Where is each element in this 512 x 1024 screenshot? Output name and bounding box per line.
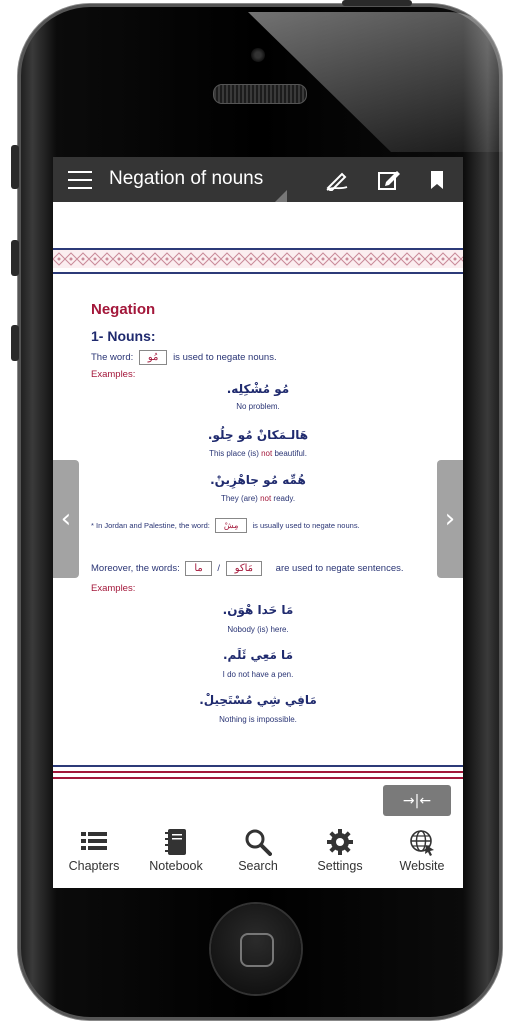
- volume-down-button: [11, 325, 19, 361]
- app-screen: [53, 157, 463, 888]
- tab-label: Chapters: [68, 859, 120, 873]
- tab-chapters[interactable]: [53, 818, 135, 888]
- pen-icon[interactable]: [325, 169, 349, 191]
- example2-translation-1: Nobody (is) here.: [227, 625, 289, 634]
- moreover-line: Moreover, the words: ما / مَاكو are used to negate sentences.: [91, 563, 404, 574]
- decorative-border-top: [53, 248, 463, 274]
- phone-glare: [248, 12, 508, 152]
- example-translation-2: This place (is) not beautiful.: [209, 449, 307, 458]
- volume-up-button: [11, 240, 19, 276]
- example2-translation-3: Nothing is impossible.: [219, 715, 297, 724]
- tab-label: Settings: [317, 859, 363, 873]
- gear-icon: [326, 828, 354, 856]
- front-camera: [251, 48, 265, 62]
- app-bar: [53, 157, 463, 202]
- tab-label: Search: [238, 859, 278, 873]
- tab-notebook[interactable]: [135, 818, 217, 888]
- previous-page-button[interactable]: [53, 460, 79, 578]
- word-box: مُو: [139, 350, 168, 365]
- lesson-page: [53, 202, 463, 785]
- notebook-icon: [162, 828, 190, 856]
- globe-icon: [408, 828, 436, 856]
- next-page-button[interactable]: [437, 460, 463, 578]
- example2-arabic-2: مَا مَعِي ئَلَم.: [222, 648, 293, 662]
- collapse-arrows-icon: →|←: [402, 792, 432, 809]
- list-icon: [80, 828, 108, 856]
- example-arabic-2: هَالـمَكانْ مُو حِلُو.: [207, 428, 309, 442]
- decorative-border-bottom: [53, 765, 463, 783]
- example2-arabic-3: مَافِي شِي مُسْتَحِيلْ.: [199, 693, 317, 707]
- regional-note: * In Jordan and Palestine, the word: مِشْ is usually used to negate nouns.: [91, 518, 360, 533]
- example-arabic-3: هُمِّه مُو جاهْزِينْ.: [210, 473, 306, 487]
- power-button: [342, 0, 412, 6]
- earpiece-speaker: [213, 84, 307, 104]
- fit-width-button[interactable]: [383, 785, 451, 816]
- page-title: Negation of nouns: [109, 168, 264, 189]
- examples-label-2: Examples:: [91, 583, 136, 594]
- section-heading: Negation: [91, 301, 156, 318]
- tab-label: Notebook: [149, 859, 203, 873]
- tab-settings[interactable]: [299, 818, 381, 888]
- home-button[interactable]: [211, 904, 301, 994]
- example2-arabic-1: مَا حَدا هْوَن.: [222, 603, 294, 617]
- home-square-icon: [240, 933, 274, 967]
- mute-switch: [11, 145, 19, 189]
- subsection-heading: 1- Nouns:: [91, 328, 156, 344]
- examples-label: Examples:: [91, 369, 136, 380]
- menu-icon[interactable]: [68, 171, 92, 189]
- intro-line: The word: مُو is used to negate nouns.: [91, 352, 277, 363]
- chevron-right-icon: ›: [444, 504, 456, 534]
- example-translation-3: They (are) not ready.: [220, 494, 296, 503]
- title-corner-mark: [275, 190, 287, 202]
- example2-translation-2: I do not have a pen.: [222, 670, 294, 679]
- bottom-tab-bar: [53, 818, 463, 888]
- edit-note-icon[interactable]: [377, 169, 401, 191]
- tab-label: Website: [399, 859, 445, 873]
- example-translation-1: No problem.: [236, 402, 280, 411]
- bookmark-icon[interactable]: [429, 169, 453, 191]
- chevron-left-icon: ‹: [60, 504, 72, 534]
- tab-website[interactable]: [381, 818, 463, 888]
- example-arabic-1: مُو مُشْكِلِه.: [226, 382, 290, 396]
- tab-search[interactable]: [217, 818, 299, 888]
- search-icon: [244, 828, 272, 856]
